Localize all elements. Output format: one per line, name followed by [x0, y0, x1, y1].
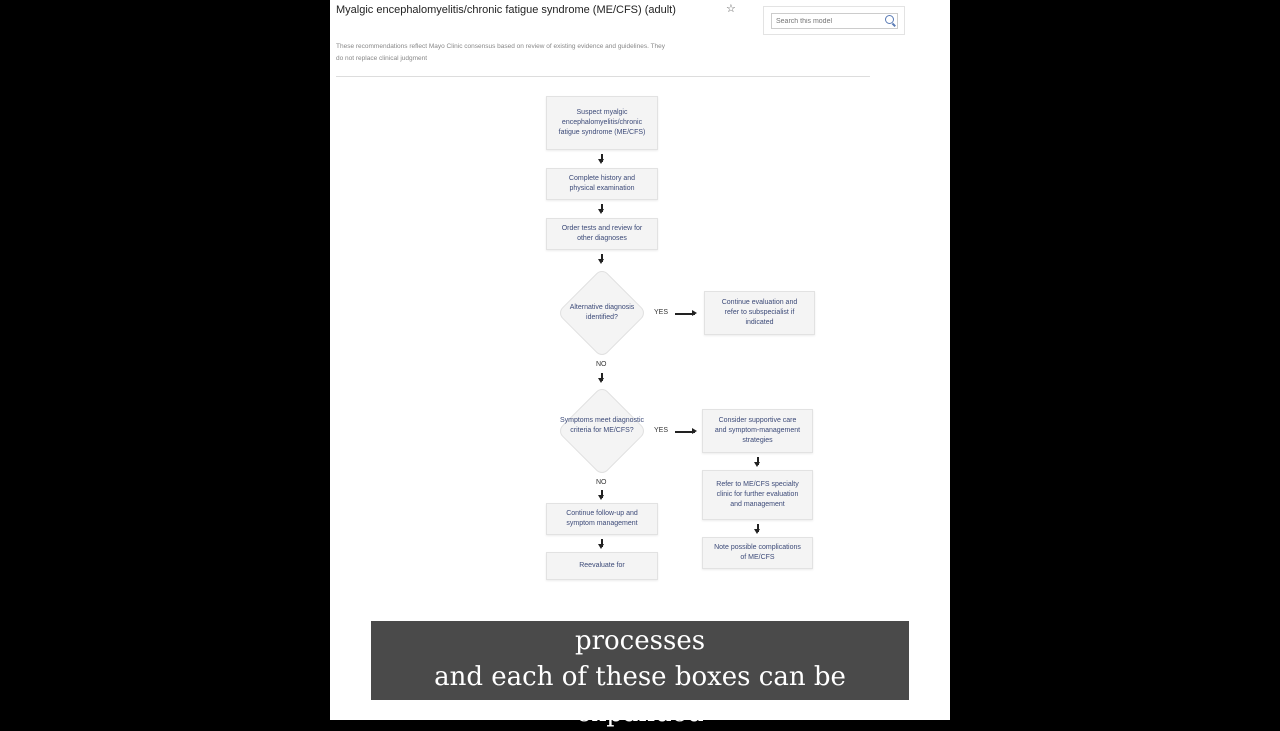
no-label: NO	[596, 479, 607, 486]
description: These recommendations reflect Mayo Clinic consensus based on review of existing evidence and guidelines. They do not replace clinical judgment	[336, 43, 666, 62]
subtitle-caption	[371, 621, 909, 728]
arrow-down-icon	[757, 457, 759, 465]
caption-line-2: and each of these boxes can be expanded	[434, 662, 846, 728]
search-panel	[763, 6, 905, 35]
decision-criteria-label: Symptoms meet diagnostic criteria for ME/CFS?	[559, 417, 645, 434]
divider	[336, 76, 870, 77]
no-label: NO	[596, 361, 607, 368]
arrow-down-icon	[601, 490, 603, 498]
arrow-down-icon	[601, 154, 603, 162]
arrow-down-icon	[601, 204, 603, 212]
step-continue-evaluation[interactable]: Continue evaluation and refer to subspecialist if indicated	[704, 291, 815, 335]
step-history[interactable]: Complete history and physical examination	[546, 168, 658, 200]
page-title: Myalgic encephalomyelitis/chronic fatigue syndrome (ME/CFS) (adult)	[336, 4, 676, 16]
page	[330, 0, 950, 720]
step-refer-specialty[interactable]: Refer to ME/CFS specialty clinic for further evaluation and management	[702, 470, 813, 520]
search-icon[interactable]	[885, 15, 894, 24]
arrow-down-icon	[757, 524, 759, 532]
yes-label: YES	[654, 309, 669, 316]
arrow-right-icon	[675, 431, 695, 433]
search-input[interactable]	[771, 13, 898, 29]
arrow-right-icon	[675, 313, 695, 315]
yes-label: YES	[654, 427, 669, 434]
step-order-tests[interactable]: Order tests and review for other diagnoses	[546, 218, 658, 250]
step-supportive-care[interactable]: Consider supportive care and symptom-management strategies	[702, 409, 813, 453]
decision-alternative-label: Alternative diagnosis identified?	[569, 304, 635, 321]
caption-line-1: processes	[574, 626, 706, 656]
step-suspect[interactable]: Suspect myalgic encephalomyelitis/chronic fatigue syndrome (ME/CFS)	[546, 96, 658, 150]
arrow-down-icon	[601, 373, 603, 381]
star-icon[interactable]: ☆	[726, 3, 736, 15]
step-complications[interactable]: Note possible complications of ME/CFS	[702, 537, 813, 569]
arrow-down-icon	[601, 539, 603, 547]
step-reevaluate[interactable]: Reevaluate for	[546, 552, 658, 580]
arrow-down-icon	[601, 254, 603, 262]
step-follow-up[interactable]: Continue follow-up and symptom management	[546, 503, 658, 535]
